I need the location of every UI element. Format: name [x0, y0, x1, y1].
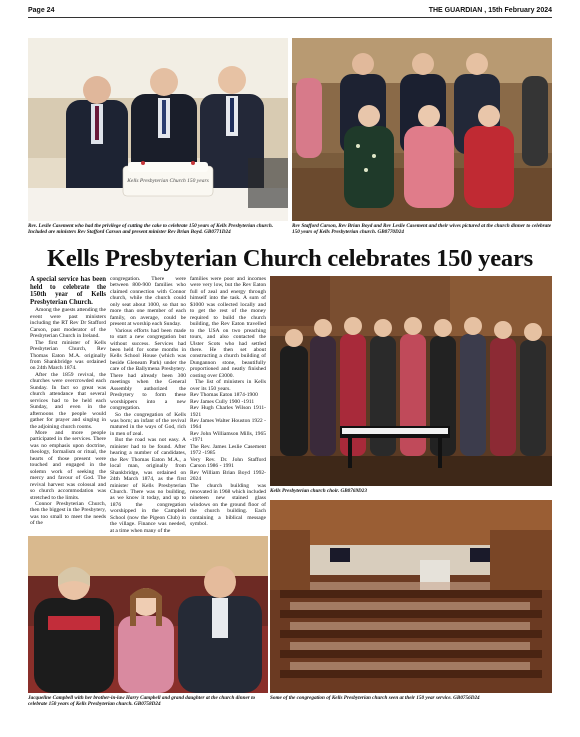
minister-entry: Rev James Walter Houston 1922 - 1964 [190, 417, 266, 431]
paragraph: Connor Presbyterian Church, then the biggest in the Presbytery, was too small to meet the needs of the [30, 500, 106, 527]
minister-entry: Rev James Cully 1900 -1911 [190, 398, 255, 405]
family-caption: Jacqueline Campbell with her brother-in-law Harry Campbell and grand daughter at the church dinner to celebrate 150 years of Kells Presbyterian church. GB0758D24 [28, 695, 256, 708]
paragraph: But the road was not easy. A minister had to be found. After hearing a number of candidates, the Rev Thomas Eaton M.A., a local man, originally from Shankbridge, was ordained on 24th March 1874, as the first minister of Kells Presbyterian Church. There was no building, as we know it today, and up to 1876 the congregation worshipped in the Campbell School (now the Pigeon Club) in the village. Finance was needed, at a time when many of the [110, 437, 186, 534]
minister-entry: Rev Thomas Eaton 1874-1900 [190, 392, 258, 399]
minister-entry: The Rev. James Leslie Casement 1972 -1985 [190, 443, 266, 457]
cake-inscription: Kells Presbyterian Church 150 years [127, 178, 209, 184]
page-number: Page 24 [28, 6, 55, 14]
choir-photo [270, 276, 552, 486]
congregation-photo [270, 500, 552, 693]
paragraph: families were poor and incomes were very low, but the Rev Eaton full of zeal and energy through himself into the task. A sum of $1000 was collected locally and to get the rest of the money required to build the church building, the Rev Eaton travelled to the USA on two preaching tours, and also contacted the Ulster Scots who had settled there. He then set about constructing a church building of Dungannon stone, beautifully proportioned and neatly finished costing over £3000. [190, 276, 266, 379]
paragraph: The first minister of Kells Presbyterian Church, Rev Thomas Eaton M.A. originally from Shankbridge was ordained on 24th March 1874. [30, 339, 106, 372]
paragraph: Among the guests attending the event were past ministers including the RT Rev Dr Stafford Carson, past moderator of the Presbyterian Church in Ireland. [30, 307, 106, 340]
article-lead: A special service has been held to celebrate the 150th year of Kells Presbyterian Church. [30, 276, 106, 306]
congregation-caption: Some of the congregation of Kells Presbyterian church seen at their 150 year service. GB0756D24 [270, 695, 480, 701]
minister-entry: Rev William Brian Boyd 1992-2024 [190, 469, 266, 483]
paragraph: congregation. There were between 800-900 families who claimed connection with Connor church, while the church could only seat about 1000, so that no more than one member of each family, on average, could be present at worship each Sunday. [110, 276, 186, 328]
article-column-1 [30, 276, 106, 528]
minister-entry: Rev Hugh Charles Wilson 1911-1921 [190, 405, 266, 418]
paragraph: The list of ministers in Kells over its 150 years. [190, 379, 266, 392]
paragraph: Various efforts had been made to start a new congregation but without success. Services had been held for some months in Kells School House (which was beside Gleneam Park) under the care of the Ballymena Presbytery. There had already been 300 meetings when the General Assembly authorized the Presbytery to form these worshippers into a new congregation. [110, 327, 186, 412]
page-header [28, 4, 552, 16]
article-column-3 [190, 276, 266, 530]
cake-photo [28, 38, 288, 221]
minister-entry: Rev John Williamson Mills, 1965 -1971 [190, 430, 266, 444]
minister-entry: Very Rev. Dr. John Stafford Carson 1986 - 1991 [190, 456, 266, 470]
paragraph: The church building was renovated in 1968 which included nineteen new stained glass windows on the ground floor of the church building. Each containing a biblical message symbol. [190, 482, 266, 528]
wives-photo [292, 38, 552, 221]
wives-caption: Rev Stafford Carson, Rev Brian Boyd and Rev Leslie Casement and their wives pictured at the church dinner to celebrate 150 years of Kells Presbyterian church. GB0770D24 [292, 223, 551, 236]
header-rule [28, 17, 552, 18]
family-photo [28, 536, 268, 693]
cake-caption: Rev. Leslie Casement who had the privilege of cutting the cake to celebrate 150 years of Kells Presbyterian church. Included are ministers Rev Stafford Carson and present minister Rev Brian Boyd. GB0771D24 [28, 223, 274, 236]
article-headline: Kells Presbyterian Church celebrates 150 years [47, 245, 533, 272]
paragraph: More and more people participated in the services. There was no emphasis upon doctrine, theology, formalism or ritual, the hearts of those present were touched and engaged in the solemn work of seeking the mercy and favour of God. The revival harvest was colossal and so church accommodation was stretched to the limits. [30, 429, 106, 501]
choir-caption: Kells Presbyterian church choir. GB0769D23 [270, 488, 367, 494]
paragraph: So the congregation of Kells was born; an infant of the revival matured in the ways of God, rich in men of zeal. [110, 411, 186, 437]
paper-date: THE GUARDIAN , 15th February 2024 [428, 6, 552, 14]
paragraph: After the 1859 revival, the churches were overcrowded each Sunday. In fact so great was church attendance that several services had to be held each Sunday, and even in the afternoons the people would gather for prayer and singing in the adjoining church rooms. [30, 371, 106, 430]
article-column-2 [110, 276, 186, 534]
